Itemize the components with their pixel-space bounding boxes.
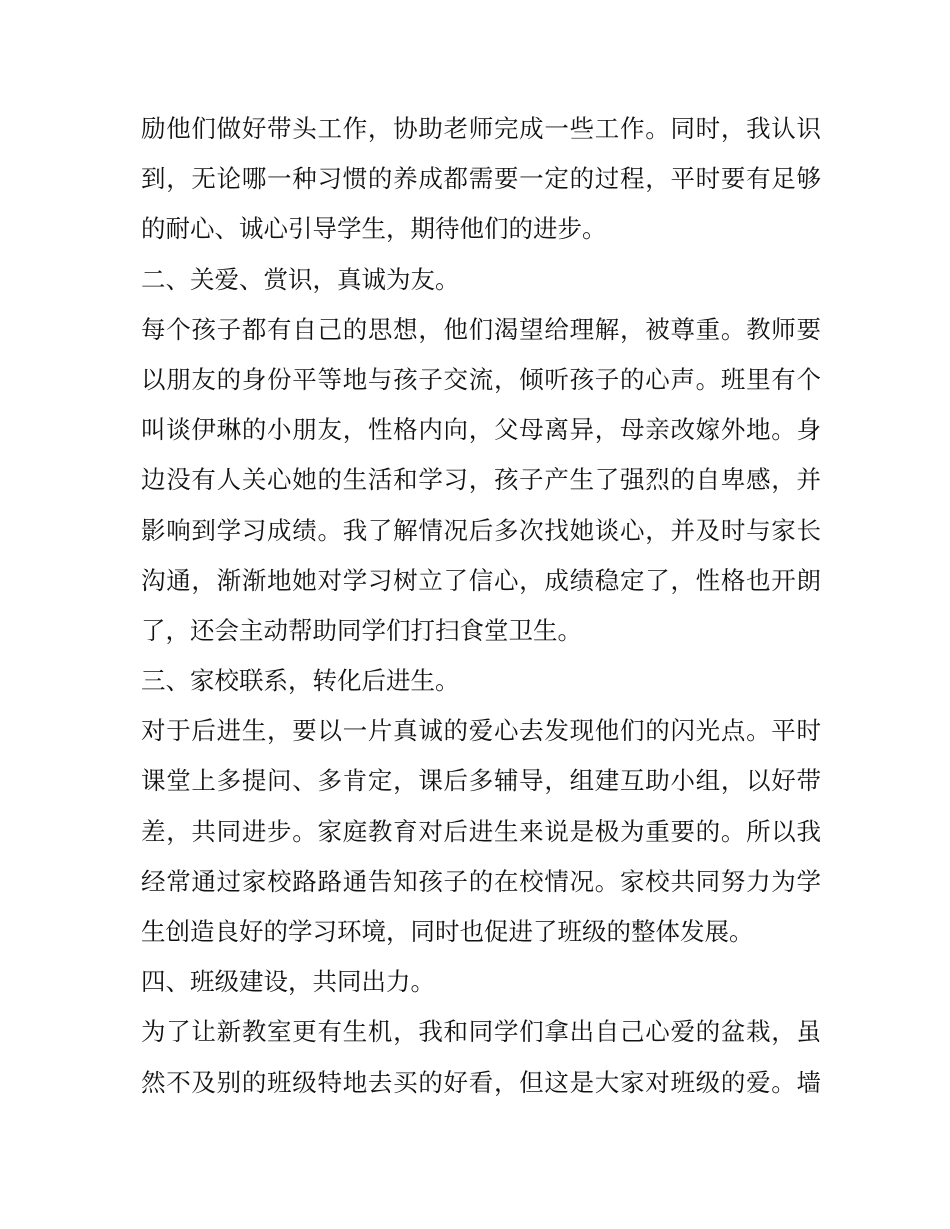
document-body — [141, 104, 821, 1108]
section-heading: 四、班级建设，共同出力。 — [141, 967, 435, 997]
text-line: 课堂上多提问、多肯定，课后多辅导，组建互助小组，以好带 — [141, 766, 821, 796]
text-line: 以朋友的身份平等地与孩子交流，倾听孩子的心声。班里有个 — [141, 364, 821, 394]
text-line: 边没有人关心她的生活和学习，孩子产生了强烈的自卑感，并 — [141, 465, 821, 495]
section-heading: 二、关爱、赏识，真诚为友。 — [141, 264, 460, 294]
text-line: 为了让新教室更有生机，我和同学们拿出自己心爱的盆栽，虽 — [141, 1017, 821, 1047]
text-line: 叫谈伊琳的小朋友，性格内向，父母离异，母亲改嫁外地。身 — [141, 415, 821, 445]
text-line: 经常通过家校路路通告知孩子的在校情况。家校共同努力为学 — [141, 866, 821, 896]
text-line: 了，还会主动帮助同学们打扫食堂卫生。 — [141, 615, 582, 645]
text-line: 影响到学习成绩。我了解情况后多次找她谈心，并及时与家长 — [141, 515, 821, 545]
text-line: 励他们做好带头工作，协助老师完成一些工作。同时，我认识 — [141, 114, 821, 143]
text-line: 到，无论哪一种习惯的养成都需要一定的过程，平时要有足够 — [141, 164, 821, 194]
text-line: 每个孩子都有自己的思想，他们渴望给理解，被尊重。教师要 — [141, 314, 821, 344]
text-line: 生创造良好的学习环境，同时也促进了班级的整体发展。 — [141, 917, 754, 946]
section-heading: 三、家校联系，转化后进生。 — [141, 666, 460, 696]
text-line: 沟通，渐渐地她对学习树立了信心，成绩稳定了，性格也开朗 — [141, 565, 821, 595]
text-line: 差，共同进步。家庭教育对后进生来说是极为重要的。所以我 — [141, 816, 821, 846]
text-line: 然不及别的班级特地去买的好看，但这是大家对班级的爱。墙 — [141, 1067, 821, 1097]
text-line: 对于后进生，要以一片真诚的爱心去发现他们的闪光点。平时 — [141, 716, 821, 746]
text-line: 的耐心、诚心引导学生，期待他们的进步。 — [141, 214, 607, 244]
